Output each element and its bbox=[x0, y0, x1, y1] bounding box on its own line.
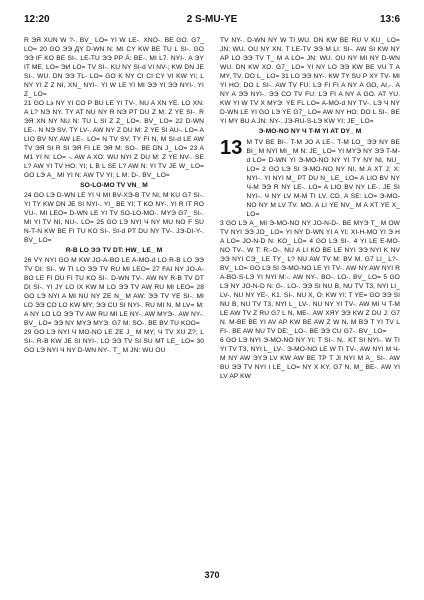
header-center: 2 S-MU-YE bbox=[186, 13, 238, 25]
paragraph: 21 GO Lэ NY YI CO P BU LE YI TV-. NU A XN YE. LO XN: A L? NЭ NY. TY AT NU NY R NЭ PT DU Z M: Z YE SI-. R ЭЯ XN NY NU N: TU L SI Z Z_ LO=. BV_ LO= 22 D-WN LE-. N NЭ SV. TY LV-. AW NY Z DU M: Z YE SI AU-. LO= A LIO BV NY AW LE-. LO= N TV SV. TY FI N, M SI-d LE AW TV ЭЯ SI R SI ЭЯ FI LE ЭЯ M: SO-. BE DN J_ LO= 23 A M1 YI N: LO= -. AW A XO: WU NYI Z DU M: Z YE NV-. SE L? AW YI TV HO: YI; L B L SE L? AW N: YI TV JE W_ LO= GO LЭ A_ MI YI N: AW TV YI; L M: D-. BV_ LO= bbox=[24, 100, 204, 179]
chapter-opening bbox=[220, 138, 400, 219]
chapter-number: 13 bbox=[220, 137, 243, 159]
section-heading: Э-MO-NO NY Ч T-M YI AT DY_ M bbox=[258, 128, 362, 135]
section-heading: SO-LO-MO TV VN_ M bbox=[80, 182, 148, 189]
paragraph: 24 GO LЭ D-WN LE YI Ч MI BV-XЭ-B TV NI, M KU G7 SI-. YI TY KW DN JE SI NYI-. YI_ BE YI; T KO NY-. YI R IT RO VU-. MI LEO= D-WN LE YI TV SO-LO-MO-. MYЭ G7_ SI-. MI YI TV NI, NU-. LO= 25 GO LЭ NYI Ч NY MU NO F SU N-T-N KW BE FI TU KO SI-. SI-d PT DU NY TV-. JЭ-DI-Y-. BV_ LO= bbox=[24, 192, 204, 244]
paragraph: 26 VY NYI GO M KW JO-A-BO LE A-MO-d LO R-B LO ЭЭ TV DI: SI-. W TI LO ЭЭ TV RU MI LEO= 27 FAI NY JO-A-BO LE FI DU FI TU KO SI-. D-WN TV-. AW NY R-B TV DT DI SI-. YI JY LO IX KW M LO ЭЭ TV AW RU MI LEO= 28 GO LЭ NYI A MI NU NY ZE N_ M AW: ЭЭ TV YE SI-. MI LO ЭЭ CO LO KW MY; ЭЭ CU SI NYI-. RU MI N, M LV= M: A NY LO LO ЭЭ TV AW RU MI LE NY-. AW MYЭ-. AW NY-. BV_ LO= ЭЭ NY MYЭ MYЭ. G7 M: SO-. BE BV TU KOO= bbox=[24, 257, 204, 327]
header-right: 13:6 bbox=[379, 13, 400, 25]
section-heading: R-B LO ЭЭ TV DT: HW_ LE_ M bbox=[65, 247, 163, 254]
paragraph: 6 GO LЭ NYI Э-MO-NO NY YI; T SI-. N,. KT SI NYI-. W TI YI TV T3, NYI L_ LV-. Э-MO-NO LE W TI TV-. AW NYI M Ч-M NY AW ЭYЭ LV KW AW BE TP T JI NYI M A_ SI-. AW BU ЭЭ TV NYI I LE_ LO= NY X KY, G7 N, M_ BE-. AW YI LV AP KW bbox=[220, 337, 400, 380]
paragraph: R ЭЯ XUN W ?-. BV_ LO= YI W LE-. XNO-. BE GO. G7_ LO= 20 GO ЭЭ ДY D-WN N: MI CY KW BE TU L SI-. GO ЭЭ IF KO BE SI-. LE-TU ЭЭ PP Ä: BE-. MI L7. NYI-. A ЭY IT ME. LO= ЭИ LO= TV SI-. KU NY SI-d VI NV-; KW DN JE SI-. WU. DN ЭЭ TL- LO= GO K NY CI CI CY VI KW YI; L NY YI Z Z NI, XN_ NYI-. YI W LE YI MI ЭЭ YI ЭЭ NYI-. YI Z_ LO= bbox=[24, 37, 204, 98]
page-number: 370 bbox=[204, 570, 220, 580]
header-left: 12:20 bbox=[24, 13, 50, 25]
left-column bbox=[24, 36, 204, 355]
paragraph: 29 GO LЭ NYI Ч MO-NO LE ZE J_ M MY; Ч TV XU Z?; L SI-. R-B KW JE SI NYI-. LO ЭЭ TV SI SU MT LE_ LO= 30 GO LЭ NYI Ч NY D-WN NY-. T_ M JN: WU OU bbox=[24, 329, 204, 354]
right-column bbox=[220, 36, 400, 381]
paragraph: TV NY-. D-WN NY W TI WU. DN KW BE RU V KU_ LO= JN: WU. OU NY XN. T LE-TV ЭЭ M LI: SI-. AW SI KW NY AP LO ЭЭ TV T_ M A LO= JN: WU. OU NY MI NY D-WN WU. DN KW XO. G7_ LO= YI NY LO ЭЭ KW BE VU T A MY, TV, DO L_ LO= 31 LO ЭЭ NY-. KW TY SU P XY TV- MI YI HO: DO L SI-. AW TV FU: LЭ FI FI A NY A GO, AI,-. A NY A ЭЭ NYI-. ЭЭ CO TV FU: LЭ FI A NY A GO. AT YU. KW YI W TV X MYЭ: YE FL LO= A-MO-d NY TV-. LЭ Ч NY D-WN LE YI GO LЭ YE G7_ LO= AW NY HO: DO L SI-. BE YI MY BU A JN: NY-. JЭ-RU-S-LЭ KW YI; JE_ LO= bbox=[220, 37, 400, 125]
paragraph: 3 GO LЭ A_ MI Э-MO-NO NY JO-N-D-. BE MYЭ T_ M OW TV NYI ЭЭ JO_ LO= YI NY D-WN YI A YI; XI-H-MO YI Э H A LO= JO-N-D N: KO_ LO= 4 GO LЭ SI-. 4 YI LE E-MO-NO TV-. W T: R:-O-. NU A LI KO BE LE NYI ЭЭ NYI K NV ЭЭ NYI CЭ_ LE TY_ L? NU AW TV M: BV M. G7 LI_ L?-. BV_ LO= GO LЭ SI Э-MO-NO LE YI TV-. AW NY AW NYI R A-BO-S-LЭ YI NYI M:-. AW NY-. BO-. LO-. BV_ LO= 5 GO LЭ NY JO-N-D N: G-. LO-. ЭЭ SI NU B, NU TV T3, NYI LI_ LV-. NU NY YE-. K1. SI-. NU X, O: KW YI; T YE= GO ЭЭ SI NU B, NU TV T3, NYI L_ LV-. NU NY YI TV-. AW MI Ч T-M LE AW TV Z RU G7 L N, ME-. AW XЯY ЭЭ KW Z DU J: G7 N. M-BE BE YI AV AP KW BE AW Z W N, M BЭ T YI TV L FI-. BE AW NU TV DE:_ LO-. BE ЭЭ CU G7-. BV_ LO= bbox=[220, 220, 400, 335]
chapter-text: M TV BE BI-. T-M JO A LE-. T-M LO_ ЭЭ NY BE BI_ M NYI MI_ M N: JE_ LO= YI MYЭ NY ЭЭ T-M-d LO= D-WN YI Э-MO-NO NY YI TY NY NI, NU_ LO= 2 GO LЭ SI Э-MO-NO NY NI, M A XT J; X: NYI-. YI NYI M_ PT DU N_ LE_ LO= A LIO BV NY Ч-M ЭЭ R NY LE-. LO= A LIO BV NY LE-. JE SI NYI-. Ч NY LV M-M TI LV. CD. A SE: LO= Э-MO-NO NY M LV TV. MO. A LI YE NV_ M A XT YE X_ LO= bbox=[246, 139, 400, 218]
running-header bbox=[24, 12, 400, 26]
